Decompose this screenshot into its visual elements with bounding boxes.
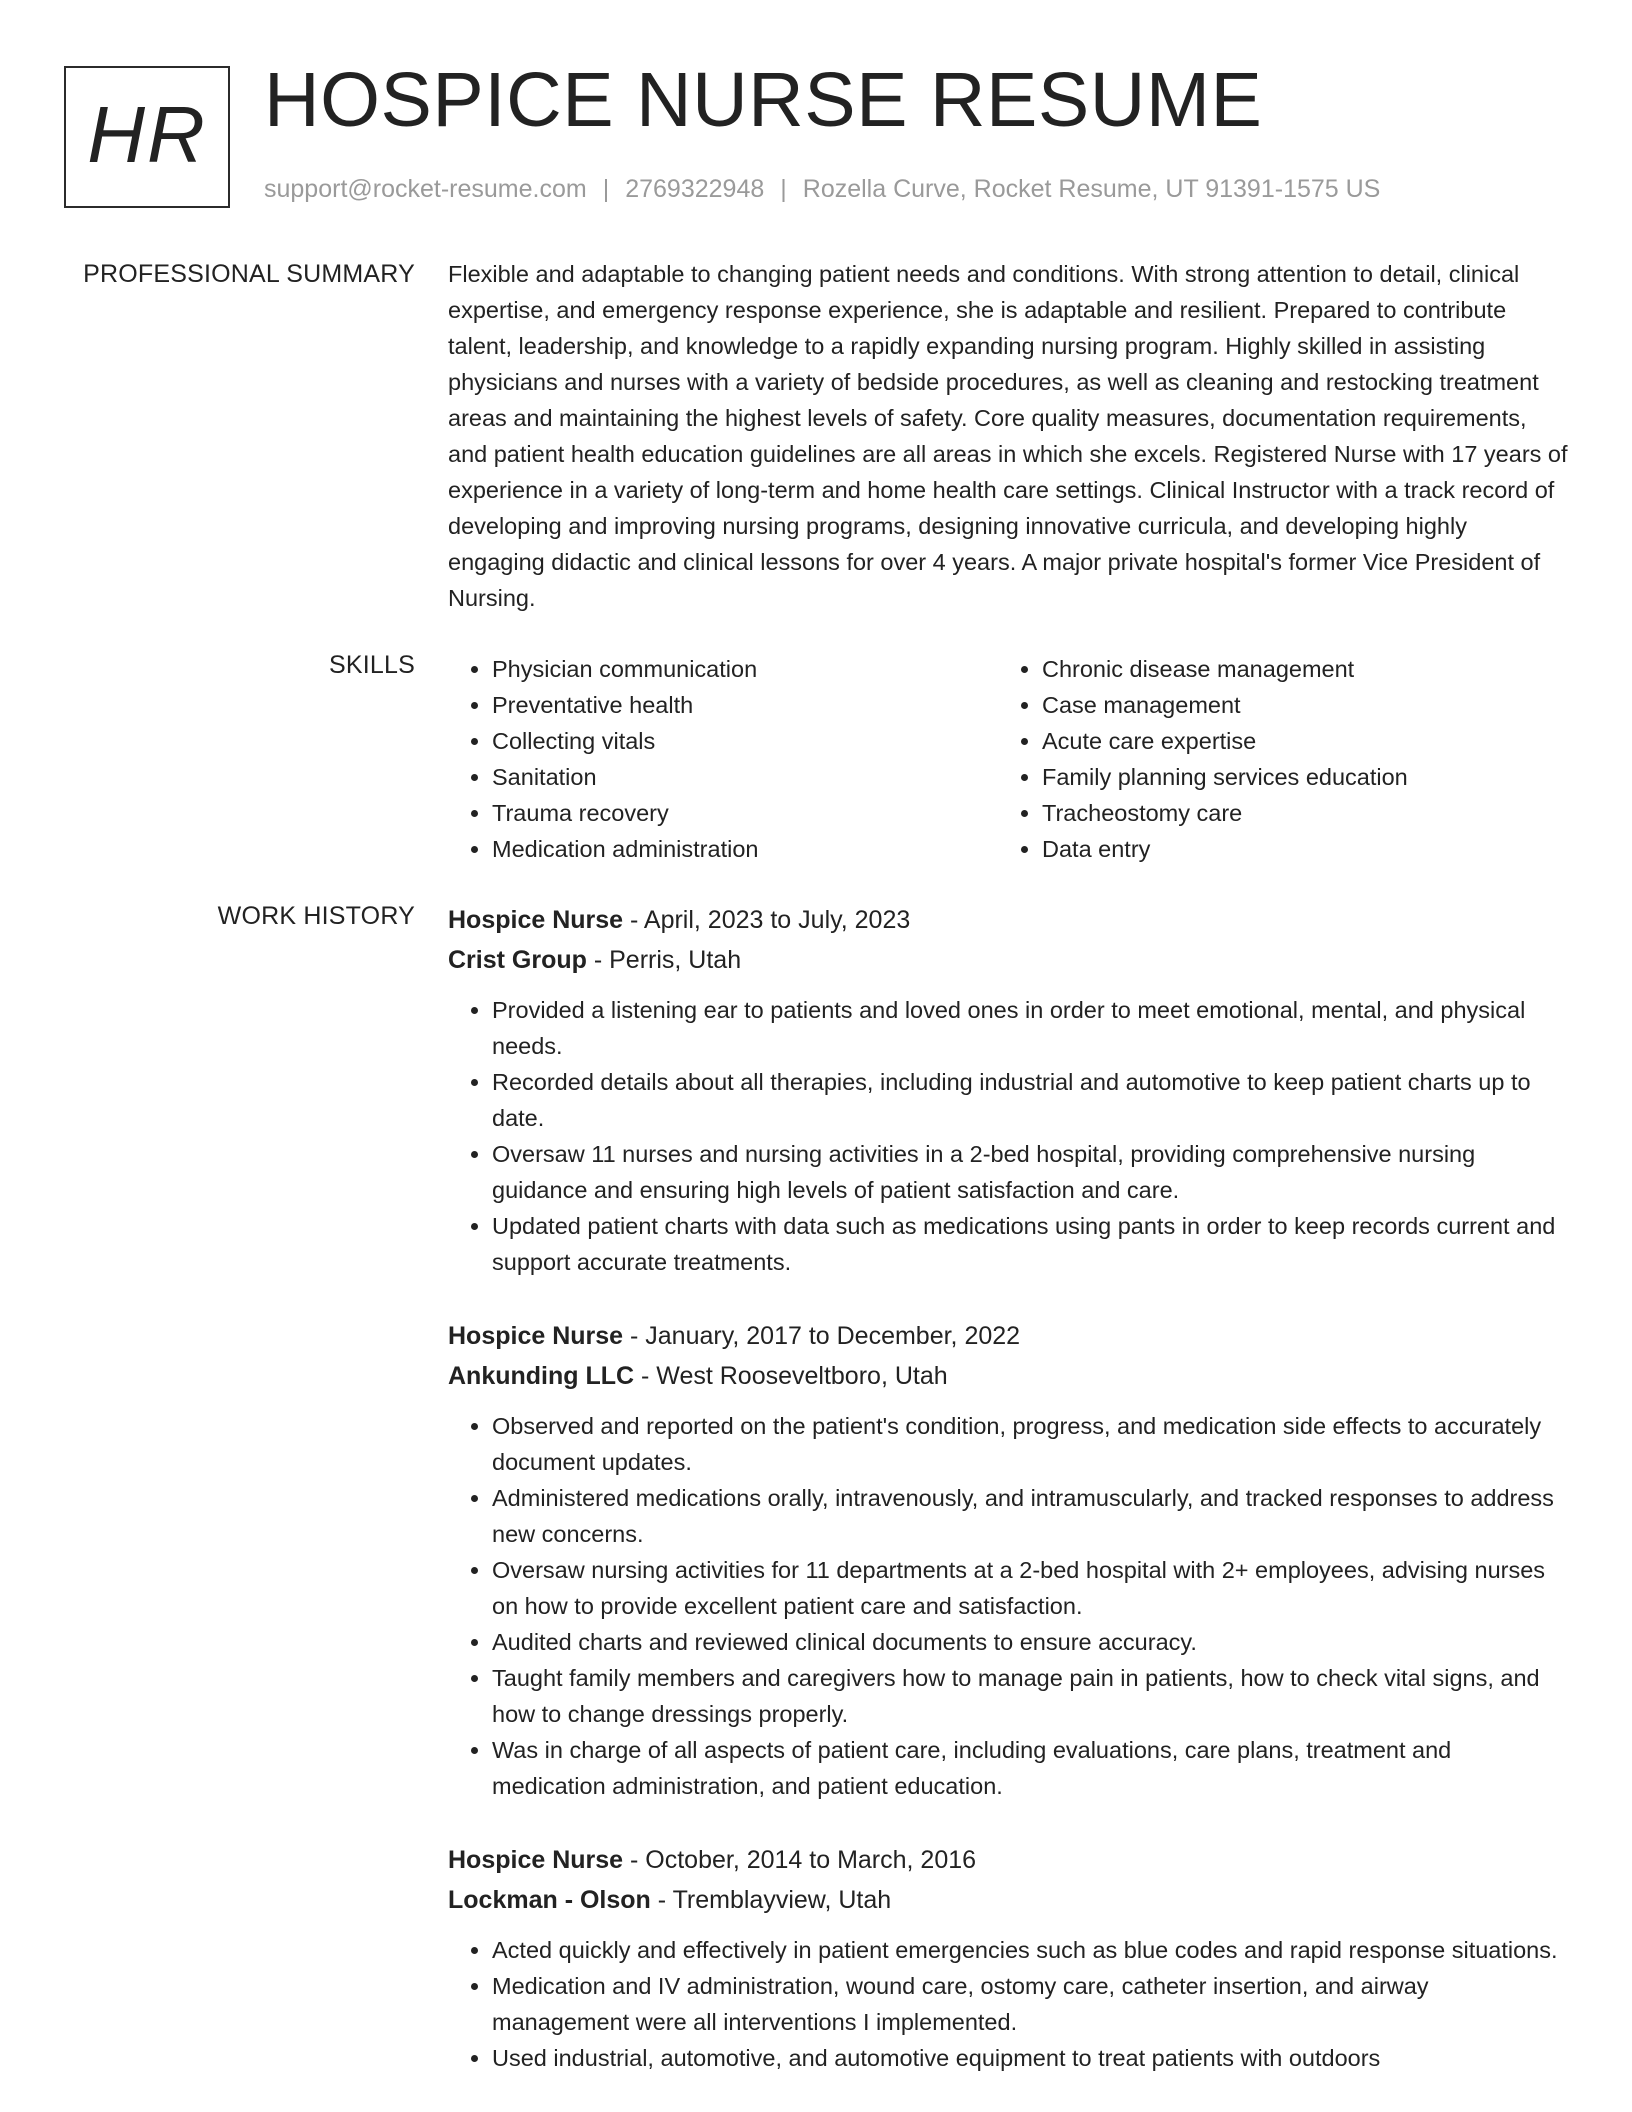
skills-list-right (998, 651, 1548, 867)
skill-item: • Case management (1042, 687, 1548, 723)
job-bullet: • Used industrial, automotive, and automotive equipment to treat patients with outdoors (492, 2040, 1570, 2076)
job-location: - West Rooseveltboro, Utah (634, 1362, 948, 1390)
job-role: Hospice Nurse (448, 906, 624, 934)
job-company-line (448, 1356, 1570, 1396)
job-company: Ankunding LLC (448, 1362, 635, 1390)
contact-line (264, 175, 1380, 204)
resume-title: HOSPICE NURSE RESUME (264, 57, 1263, 143)
summary-body (448, 256, 1570, 616)
job-entry (448, 1840, 1570, 2076)
job-bullet: • Was in charge of all aspects of patient care, including evaluations, care plans, treatment and medication administration, and patient education. (492, 1732, 1570, 1804)
job-bullets (448, 1932, 1570, 2076)
contact-separator: | (602, 175, 610, 203)
job-bullets (448, 992, 1570, 1280)
skill-item: • Acute care expertise (1042, 723, 1548, 759)
skill-item: • Tracheostomy care (1042, 795, 1548, 831)
monogram-initials: HR (87, 90, 207, 179)
job-company-line (448, 940, 1570, 980)
skill-item: • Physician communication (492, 651, 998, 687)
job-role: Hospice Nurse (448, 1846, 624, 1874)
job-location: - Tremblayview, Utah (650, 1886, 892, 1914)
job-bullet: • Administered medications orally, intravenously, and intramuscularly, and tracked responses to address new concerns. (492, 1480, 1570, 1552)
skill-item: • Data entry (1042, 831, 1548, 867)
summary-heading: PROFESSIONAL SUMMARY (83, 260, 415, 288)
job-company: Lockman - Olson (448, 1886, 651, 1914)
job-company: Crist Group (448, 946, 587, 974)
job-bullet: • Provided a listening ear to patients and loved ones in order to meet emotional, mental, and physical needs. (492, 992, 1570, 1064)
work-heading: WORK HISTORY (217, 902, 415, 930)
job-bullet: • Acted quickly and effectively in patient emergencies such as blue codes and rapid response situations. (492, 1932, 1570, 1968)
job-role: Hospice Nurse (448, 1322, 624, 1350)
skill-item: • Medication administration (492, 831, 998, 867)
job-bullet: • Taught family members and caregivers how to manage pain in patients, how to check vital signs, and how to change dressings properly. (492, 1660, 1570, 1732)
job-bullets (448, 1408, 1570, 1804)
skill-item: • Family planning services education (1042, 759, 1548, 795)
job-company-line (448, 1880, 1570, 1920)
contact-phone[interactable]: 2769322948 (625, 175, 765, 203)
job-bullet: • Updated patient charts with data such as medications using pants in order to keep records current and support accurate treatments. (492, 1208, 1570, 1280)
contact-address: Rozella Curve, Rocket Resume, UT 91391-1575 US (802, 175, 1381, 203)
job-location: - Perris, Utah (586, 946, 742, 974)
job-bullet: • Oversaw 11 nurses and nursing activities in a 2-bed hospital, providing comprehensive nursing guidance and ensuring high levels of patient satisfaction and care. (492, 1136, 1570, 1208)
skills-body (448, 651, 1570, 867)
job-dates: - January, 2017 to December, 2022 (623, 1322, 1021, 1350)
skill-item: • Preventative health (492, 687, 998, 723)
job-dates: - April, 2023 to July, 2023 (623, 906, 911, 934)
skill-item: • Trauma recovery (492, 795, 998, 831)
job-bullet: • Audited charts and reviewed clinical documents to ensure accuracy. (492, 1624, 1570, 1660)
skill-item: • Collecting vitals (492, 723, 998, 759)
skills-heading: SKILLS (329, 651, 415, 679)
job-entry (448, 1316, 1570, 1804)
job-bullet: • Medication and IV administration, wound care, ostomy care, catheter insertion, and airway management were all interventions I implemented. (492, 1968, 1570, 2040)
job-dates: - October, 2014 to March, 2016 (623, 1846, 977, 1874)
contact-separator: | (780, 175, 787, 203)
skill-item: • Chronic disease management (1042, 651, 1548, 687)
job-entry (448, 900, 1570, 1280)
contact-email[interactable]: support@rocket-resume.com (264, 175, 587, 203)
job-bullet: • Observed and reported on the patient's condition, progress, and medication side effects to accurately document updates. (492, 1408, 1570, 1480)
job-bullet: • Recorded details about all therapies, including industrial and automotive to keep patient charts up to date. (492, 1064, 1570, 1136)
monogram-logo (64, 66, 230, 208)
skills-list-left (448, 651, 998, 867)
job-title-line (448, 1316, 1570, 1356)
job-bullet: • Oversaw nursing activities for 11 departments at a 2-bed hospital with 2+ employees, advising nurses on how to provide excellent patient care and satisfaction. (492, 1552, 1570, 1624)
job-title-line (448, 1840, 1570, 1880)
summary-text: Flexible and adaptable to changing patient needs and conditions. With strong attention to detail, clinical expertise, and emergency response experience, she is adaptable and resilient. Prepared to contribute talent, leadership, and knowledge to a rapidly expanding nursing program. Highly skilled in assisting physicians and nurses with a variety of bedside procedures, as well as cleaning and restocking treatment areas and maintaining the highest levels of safety. Core quality measures, documentation requirements, and patient health education guidelines are all areas in which she excels. Registered Nurse with 17 years of experience in a variety of long-term and home health care settings. Clinical Instructor with a track record of developing and improving nursing programs, designing innovative curricula, and developing highly engaging didactic and clinical lessons for over 4 years. A major private hospital's former Vice President of Nursing. (448, 261, 1568, 611)
skill-item: • Sanitation (492, 759, 998, 795)
job-title-line (448, 900, 1570, 940)
